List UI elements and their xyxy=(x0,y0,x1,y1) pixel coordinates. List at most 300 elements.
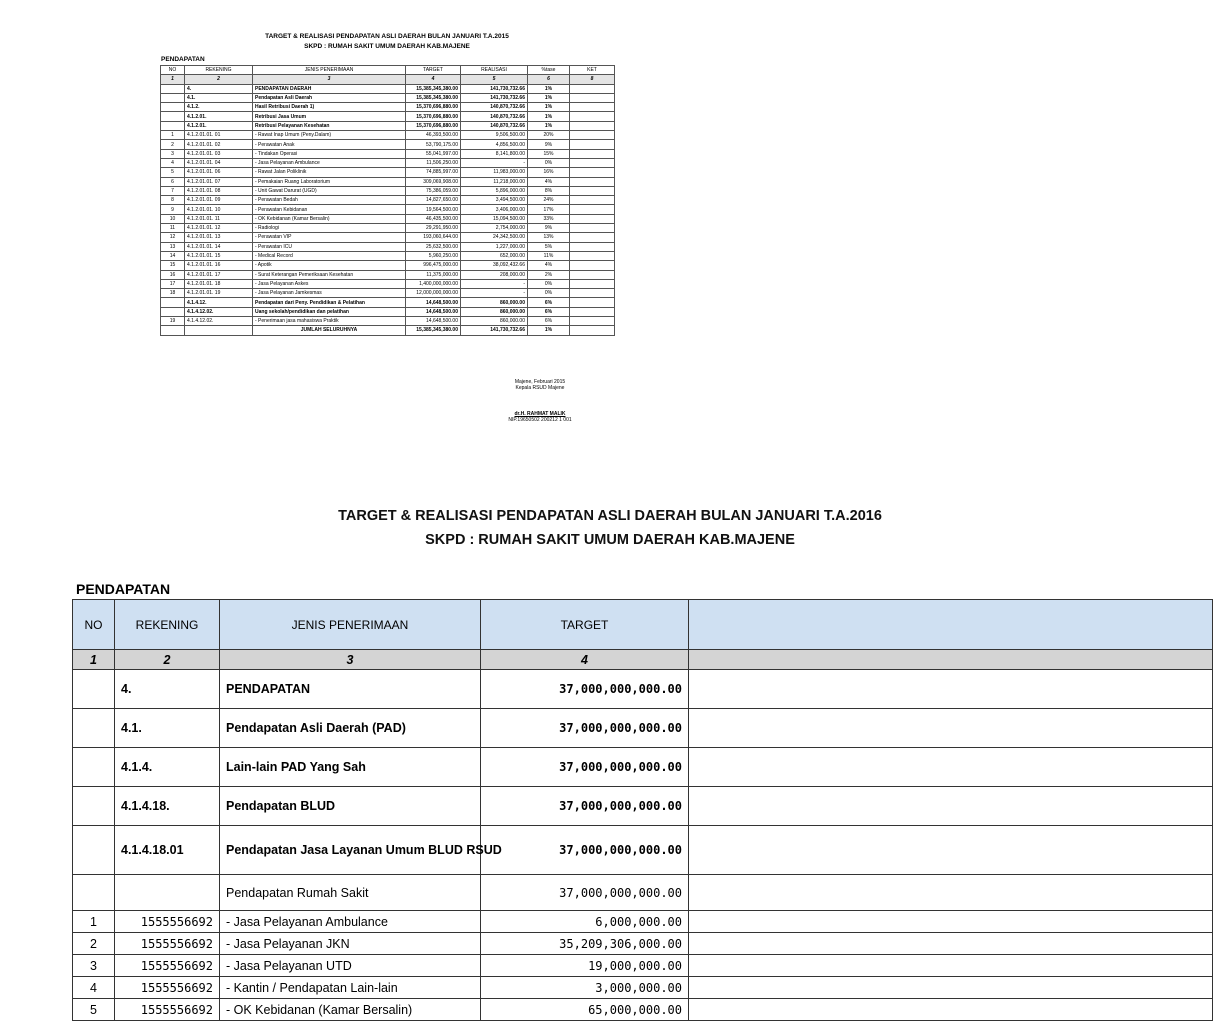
cell-realisasi: 141,730,732.66 xyxy=(461,326,528,335)
cell-rekening: 4.1.2.01.01. 07 xyxy=(185,177,253,186)
cell-realisasi: 860,000.00 xyxy=(461,307,528,316)
table-row xyxy=(161,214,615,223)
cell-percent: 24% xyxy=(528,196,570,205)
cell-no xyxy=(161,93,185,102)
cell-target: 309,069,908.00 xyxy=(406,177,461,186)
cell-jenis: - Perawatan Bedah xyxy=(253,196,406,205)
table-row xyxy=(161,196,615,205)
cell-percent: 0% xyxy=(528,289,570,298)
table-row xyxy=(161,168,615,177)
cell-rekening xyxy=(185,326,253,335)
cell-overflow xyxy=(689,709,1213,748)
cell-target: 15,385,345,380.00 xyxy=(406,93,461,102)
cell-realisasi: 4,856,500.00 xyxy=(461,140,528,149)
index-cell: 6 xyxy=(528,75,570,84)
table-row xyxy=(161,307,615,316)
cell-jenis: - Radiologi xyxy=(253,224,406,233)
index-cell: 4 xyxy=(406,75,461,84)
cell-percent: 1% xyxy=(528,112,570,121)
column-index-row xyxy=(73,650,1213,670)
signature-nip: NIP.19650502 200212 1 001 xyxy=(508,417,572,423)
cell-target: 46,393,500.00 xyxy=(406,131,461,140)
table-row xyxy=(73,670,1213,709)
table-row xyxy=(161,149,615,158)
cell-ket xyxy=(570,224,615,233)
cell-realisasi: - xyxy=(461,289,528,298)
table-header-row xyxy=(161,66,615,75)
cell-no: 2 xyxy=(161,140,185,149)
table-row xyxy=(161,251,615,260)
table-row xyxy=(161,177,615,186)
cell-target: 37,000,000,000.00 xyxy=(481,875,689,911)
cell-no: 13 xyxy=(161,242,185,251)
signature-name: dr.H. RAHMAT MALIK xyxy=(514,411,566,417)
table-row xyxy=(73,999,1213,1021)
cell-realisasi: 11,218,000.00 xyxy=(461,177,528,186)
header-no: NO xyxy=(73,600,115,650)
cell-percent: 8% xyxy=(528,186,570,195)
cell-rekening: 4.1.2.01.01. 14 xyxy=(185,242,253,251)
report-title-zoomed: TARGET & REALISASI PENDAPATAN ASLI DAERAH BULAN JANUARI T.A.2016 xyxy=(338,508,882,524)
report-page-2015 xyxy=(0,0,768,470)
cell-realisasi: 24,342,500.00 xyxy=(461,233,528,242)
cell-target: 74,885,997.00 xyxy=(406,168,461,177)
cell-rekening: 4. xyxy=(185,84,253,93)
cell-percent: 20% xyxy=(528,131,570,140)
cell-percent: 6% xyxy=(528,307,570,316)
cell-rekening: 4.1.2.01.01. 12 xyxy=(185,224,253,233)
section-label-zoomed: PENDAPATAN xyxy=(76,581,171,597)
cell-target: 12,000,000,000.00 xyxy=(406,289,461,298)
cell-realisasi: - xyxy=(461,279,528,288)
cell-no xyxy=(73,670,115,709)
column-index-row xyxy=(161,75,615,84)
cell-target: 6,000,000.00 xyxy=(481,911,689,933)
cell-no xyxy=(161,307,185,316)
cell-no: 5 xyxy=(161,168,185,177)
cell-rekening: 4.1.2.01.01. 04 xyxy=(185,158,253,167)
cell-percent: 17% xyxy=(528,205,570,214)
revenue-table-2015 xyxy=(160,65,615,336)
cell-realisasi: 8,141,800.00 xyxy=(461,149,528,158)
section-label: PENDAPATAN xyxy=(161,56,205,63)
cell-realisasi: 141,730,732.66 xyxy=(461,93,528,102)
header-target: TARGET xyxy=(481,600,689,650)
cell-realisasi: 140,870,732.66 xyxy=(461,112,528,121)
cell-percent: 1% xyxy=(528,326,570,335)
cell-no: 19 xyxy=(161,317,185,326)
table-row xyxy=(161,93,615,102)
cell-target: 193,060,644.00 xyxy=(406,233,461,242)
cell-ket xyxy=(570,149,615,158)
cell-ket xyxy=(570,279,615,288)
cell-realisasi: 652,000.00 xyxy=(461,251,528,260)
cell-target: 15,370,696,880.00 xyxy=(406,121,461,130)
cell-percent: 13% xyxy=(528,233,570,242)
cell-jenis: - Jasa Pelayanan Askes xyxy=(253,279,406,288)
table-row xyxy=(73,748,1213,787)
table-row xyxy=(161,205,615,214)
cell-target: 3,000,000.00 xyxy=(481,977,689,999)
index-cell: 2 xyxy=(115,650,220,670)
table-header-row xyxy=(73,600,1213,650)
cell-rekening: 4.1.2.01.01. 02 xyxy=(185,140,253,149)
table-row xyxy=(73,911,1213,933)
cell-overflow xyxy=(689,977,1213,999)
cell-ket xyxy=(570,261,615,270)
cell-no: 15 xyxy=(161,261,185,270)
cell-rekening: 4.1.4. xyxy=(115,748,220,787)
cell-overflow xyxy=(689,911,1213,933)
cell-no: 18 xyxy=(161,289,185,298)
cell-jenis: PENDAPATAN xyxy=(220,670,481,709)
cell-percent: 9% xyxy=(528,140,570,149)
cell-percent: 1% xyxy=(528,93,570,102)
cell-no: 6 xyxy=(161,177,185,186)
cell-rekening: 4.1.2.01.01. 17 xyxy=(185,270,253,279)
cell-overflow xyxy=(689,826,1213,875)
cell-overflow xyxy=(689,670,1213,709)
cell-rekening: 1555556692 xyxy=(115,999,220,1021)
cell-jenis: Pendapatan Asli Daerah (PAD) xyxy=(220,709,481,748)
cell-rekening: 4.1.2.01.01. 16 xyxy=(185,261,253,270)
cell-target: 15,385,345,380.00 xyxy=(406,84,461,93)
cell-target: 53,790,175.00 xyxy=(406,140,461,149)
cell-target: 11,506,250.00 xyxy=(406,158,461,167)
cell-jenis: - Penerimaan jasa mahasiswa Praktik xyxy=(253,317,406,326)
cell-rekening: 1555556692 xyxy=(115,911,220,933)
cell-ket xyxy=(570,186,615,195)
cell-no xyxy=(73,709,115,748)
header-jenis: JENIS PENERIMAAN xyxy=(253,66,406,75)
cell-ket xyxy=(570,131,615,140)
cell-target: 25,632,500.00 xyxy=(406,242,461,251)
cell-realisasi: 140,870,732.66 xyxy=(461,121,528,130)
cell-overflow xyxy=(689,787,1213,826)
cell-percent: 6% xyxy=(528,298,570,307)
cell-target: 11,375,000.00 xyxy=(406,270,461,279)
cell-rekening: 4.1. xyxy=(185,93,253,102)
cell-rekening xyxy=(115,875,220,911)
cell-ket xyxy=(570,121,615,130)
cell-target: 5,960,250.00 xyxy=(406,251,461,260)
cell-ket xyxy=(570,298,615,307)
cell-rekening: 4. xyxy=(115,670,220,709)
cell-rekening: 4.1.2.01.01. 13 xyxy=(185,233,253,242)
cell-percent: 4% xyxy=(528,177,570,186)
cell-target: 1,400,000,000.00 xyxy=(406,279,461,288)
revenue-table-2016 xyxy=(72,599,1213,1021)
table-row xyxy=(161,261,615,270)
cell-realisasi: 5,896,000.00 xyxy=(461,186,528,195)
cell-jenis: - Tindakan Operasi xyxy=(253,149,406,158)
cell-no: 7 xyxy=(161,186,185,195)
table-row xyxy=(73,826,1213,875)
report-subtitle: SKPD : RUMAH SAKIT UMUM DAERAH KAB.MAJENE xyxy=(304,43,470,50)
table-row xyxy=(73,709,1213,748)
cell-jenis: PENDAPATAN DAERAH xyxy=(253,84,406,93)
index-cell: 2 xyxy=(185,75,253,84)
index-cell: 1 xyxy=(73,650,115,670)
cell-ket xyxy=(570,158,615,167)
cell-jenis: Pendapatan Jasa Layanan Umum BLUD RSUD xyxy=(220,826,481,875)
cell-jenis: Pendapatan BLUD xyxy=(220,787,481,826)
cell-realisasi: 1,227,000.00 xyxy=(461,242,528,251)
cell-overflow xyxy=(689,999,1213,1021)
cell-percent: 1% xyxy=(528,121,570,130)
cell-ket xyxy=(570,93,615,102)
cell-ket xyxy=(570,289,615,298)
header-jenis: JENIS PENERIMAAN xyxy=(220,600,481,650)
index-cell: 3 xyxy=(220,650,481,670)
cell-target: 15,370,696,880.00 xyxy=(406,112,461,121)
cell-ket xyxy=(570,233,615,242)
cell-rekening: 4.1.2.01. xyxy=(185,121,253,130)
cell-percent: 1% xyxy=(528,84,570,93)
cell-rekening: 4.1.2.01. xyxy=(185,112,253,121)
cell-rekening: 4.1.2.01.01. 06 xyxy=(185,168,253,177)
cell-no xyxy=(161,84,185,93)
cell-no: 4 xyxy=(161,158,185,167)
cell-jenis: - Surat Keterangan Pemeriksaan Kesehatan xyxy=(253,270,406,279)
cell-target: 15,385,345,380.00 xyxy=(406,326,461,335)
cell-target: 29,291,950.00 xyxy=(406,224,461,233)
table-row xyxy=(161,112,615,121)
index-cell: 5 xyxy=(461,75,528,84)
cell-realisasi: 9,506,500.00 xyxy=(461,131,528,140)
cell-target: 37,000,000,000.00 xyxy=(481,748,689,787)
header-percent: %tase xyxy=(528,66,570,75)
cell-no: 4 xyxy=(73,977,115,999)
cell-percent: 1% xyxy=(528,103,570,112)
cell-no: 3 xyxy=(73,955,115,977)
cell-no: 5 xyxy=(73,999,115,1021)
signature-place-date xyxy=(470,379,610,391)
cell-percent: 4% xyxy=(528,261,570,270)
table-row xyxy=(73,787,1213,826)
cell-no: 12 xyxy=(161,233,185,242)
cell-overflow xyxy=(689,955,1213,977)
cell-ket xyxy=(570,242,615,251)
table-row xyxy=(161,298,615,307)
cell-ket xyxy=(570,103,615,112)
cell-percent: 16% xyxy=(528,168,570,177)
cell-realisasi: 140,870,732.66 xyxy=(461,103,528,112)
cell-jenis: - Rawat Inap Umum (Peny.Dalam) xyxy=(253,131,406,140)
cell-rekening: 4.1.4.12.02. xyxy=(185,317,253,326)
cell-target: 37,000,000,000.00 xyxy=(481,709,689,748)
table-row xyxy=(161,270,615,279)
cell-rekening: 4.1.2.01.01. 01 xyxy=(185,131,253,140)
cell-no: 11 xyxy=(161,224,185,233)
cell-rekening: 4.1.2.01.01. 11 xyxy=(185,214,253,223)
cell-jenis: - Apotik xyxy=(253,261,406,270)
cell-jenis: - Rawat Jalan Poliklinik xyxy=(253,168,406,177)
cell-overflow xyxy=(689,875,1213,911)
cell-ket xyxy=(570,196,615,205)
cell-target: 14,648,500.00 xyxy=(406,317,461,326)
cell-realisasi: 11,983,000.00 xyxy=(461,168,528,177)
header-overflow xyxy=(689,600,1213,650)
cell-rekening: 4.1.2.01.01. 03 xyxy=(185,149,253,158)
cell-jenis: Pendapatan dari Peny. Pendidikan & Pelatihan xyxy=(253,298,406,307)
table-row xyxy=(161,326,615,335)
header-rekening: REKENING xyxy=(115,600,220,650)
cell-overflow xyxy=(689,748,1213,787)
header-ket: KET xyxy=(570,66,615,75)
cell-no xyxy=(161,298,185,307)
cell-rekening: 4.1. xyxy=(115,709,220,748)
cell-jenis: Uang sekolah/pendidikan dan pelatihan xyxy=(253,307,406,316)
cell-ket xyxy=(570,270,615,279)
cell-realisasi: 2,754,000.00 xyxy=(461,224,528,233)
report-subtitle-zoomed: SKPD : RUMAH SAKIT UMUM DAERAH KAB.MAJENE xyxy=(425,532,795,548)
index-cell: 1 xyxy=(161,75,185,84)
header-target: TARGET xyxy=(406,66,461,75)
cell-ket xyxy=(570,326,615,335)
cell-rekening: 4.1.2.01.01. 08 xyxy=(185,186,253,195)
cell-rekening: 4.1.2.01.01. 19 xyxy=(185,289,253,298)
index-cell: 3 xyxy=(253,75,406,84)
cell-jenis: Pendapatan Rumah Sakit xyxy=(220,875,481,911)
cell-no: 10 xyxy=(161,214,185,223)
cell-percent: 15% xyxy=(528,149,570,158)
cell-jenis: - Pemakaian Ruang Laboratorium xyxy=(253,177,406,186)
cell-jenis: Retribusi Pelayanan Kesehatan xyxy=(253,121,406,130)
signature-role: Kepala RSUD Majene xyxy=(515,385,565,391)
cell-rekening: 4.1.2.01.01. 18 xyxy=(185,279,253,288)
cell-rekening: 4.1.2.01.01. 15 xyxy=(185,251,253,260)
cell-no: 1 xyxy=(161,131,185,140)
cell-jenis: JUMLAH SELURUHNYA xyxy=(253,326,406,335)
cell-realisasi: 38,092,432.66 xyxy=(461,261,528,270)
cell-target: 65,000,000.00 xyxy=(481,999,689,1021)
cell-target: 46,435,500.00 xyxy=(406,214,461,223)
header-rekening: REKENING xyxy=(185,66,253,75)
cell-percent: 11% xyxy=(528,251,570,260)
cell-ket xyxy=(570,177,615,186)
index-cell xyxy=(689,650,1213,670)
cell-realisasi: 860,000.00 xyxy=(461,317,528,326)
cell-target: 19,000,000.00 xyxy=(481,955,689,977)
cell-rekening: 1555556692 xyxy=(115,933,220,955)
table-row xyxy=(161,224,615,233)
table-row xyxy=(161,186,615,195)
cell-percent: 5% xyxy=(528,242,570,251)
cell-target: 14,827,650.00 xyxy=(406,196,461,205)
cell-jenis: Retribusi Jasa Umum xyxy=(253,112,406,121)
cell-target: 55,041,997.00 xyxy=(406,149,461,158)
table-row xyxy=(161,233,615,242)
signature-date: Majene, Februari 2015 xyxy=(514,379,566,385)
cell-target: 37,000,000,000.00 xyxy=(481,787,689,826)
cell-target: 996,475,000.00 xyxy=(406,261,461,270)
cell-target: 14,648,500.00 xyxy=(406,298,461,307)
table-row xyxy=(73,955,1213,977)
cell-rekening: 4.1.4.12.02. xyxy=(185,307,253,316)
cell-jenis: - Kantin / Pendapatan Lain-lain xyxy=(220,977,481,999)
cell-no xyxy=(73,748,115,787)
table-row xyxy=(161,103,615,112)
report-title: TARGET & REALISASI PENDAPATAN ASLI DAERAH BULAN JANUARI T.A.2015 xyxy=(265,33,509,40)
cell-jenis: - Medical Record xyxy=(253,251,406,260)
cell-jenis: Hasil Retribusi Daerah 1) xyxy=(253,103,406,112)
cell-ket xyxy=(570,251,615,260)
cell-rekening: 4.1.2.01.01. 10 xyxy=(185,205,253,214)
cell-realisasi: - xyxy=(461,158,528,167)
cell-target: 14,648,500.00 xyxy=(406,307,461,316)
cell-jenis: - Unit Gawat Darurat (UGD) xyxy=(253,186,406,195)
cell-percent: 0% xyxy=(528,158,570,167)
cell-jenis: - Perawatan Anak xyxy=(253,140,406,149)
cell-percent: 0% xyxy=(528,279,570,288)
table-row xyxy=(161,84,615,93)
cell-no xyxy=(73,826,115,875)
table-row xyxy=(161,131,615,140)
cell-no: 3 xyxy=(161,149,185,158)
cell-jenis: - Jasa Pelayanan JKN xyxy=(220,933,481,955)
cell-target: 37,000,000,000.00 xyxy=(481,826,689,875)
index-cell: 4 xyxy=(481,650,689,670)
table-row xyxy=(161,242,615,251)
cell-rekening: 4.1.2.01.01. 09 xyxy=(185,196,253,205)
cell-rekening: 4.1.4.18. xyxy=(115,787,220,826)
cell-jenis: - Perawatan ICU xyxy=(253,242,406,251)
cell-jenis: - Jasa Pelayanan UTD xyxy=(220,955,481,977)
cell-ket xyxy=(570,205,615,214)
table-row xyxy=(73,933,1213,955)
cell-target: 75,386,059.00 xyxy=(406,186,461,195)
cell-ket xyxy=(570,317,615,326)
cell-realisasi: 208,000.00 xyxy=(461,270,528,279)
cell-realisasi: 860,000.00 xyxy=(461,298,528,307)
cell-ket xyxy=(570,84,615,93)
cell-target: 37,000,000,000.00 xyxy=(481,670,689,709)
cell-rekening: 4.1.2. xyxy=(185,103,253,112)
cell-target: 35,209,306,000.00 xyxy=(481,933,689,955)
table-row xyxy=(161,121,615,130)
table-row xyxy=(73,875,1213,911)
cell-jenis: - Jasa Pelayanan Ambulance xyxy=(253,158,406,167)
cell-ket xyxy=(570,168,615,177)
cell-no: 17 xyxy=(161,279,185,288)
cell-no xyxy=(73,875,115,911)
cell-jenis: - Jasa Pelayanan Ambulance xyxy=(220,911,481,933)
cell-ket xyxy=(570,214,615,223)
cell-realisasi: 15,094,500.00 xyxy=(461,214,528,223)
table-row xyxy=(161,279,615,288)
cell-no: 1 xyxy=(73,911,115,933)
cell-jenis: - Perawatan Kebidanan xyxy=(253,205,406,214)
cell-jenis: Lain-lain PAD Yang Sah xyxy=(220,748,481,787)
cell-no xyxy=(161,326,185,335)
cell-target: 15,370,696,880.00 xyxy=(406,103,461,112)
cell-jenis: - Jasa Pelayanan Jamkesmas xyxy=(253,289,406,298)
cell-rekening: 4.1.4.12. xyxy=(185,298,253,307)
table-row xyxy=(161,289,615,298)
cell-no: 9 xyxy=(161,205,185,214)
cell-jenis: - OK Kebidanan (Kamar Bersalin) xyxy=(220,999,481,1021)
cell-target: 19,564,500.00 xyxy=(406,205,461,214)
cell-jenis: Pendapatan Asli Daerah xyxy=(253,93,406,102)
cell-rekening: 1555556692 xyxy=(115,977,220,999)
cell-realisasi: 141,730,732.66 xyxy=(461,84,528,93)
cell-ket xyxy=(570,112,615,121)
cell-overflow xyxy=(689,933,1213,955)
table-row xyxy=(73,977,1213,999)
table-row xyxy=(161,140,615,149)
cell-ket xyxy=(570,140,615,149)
